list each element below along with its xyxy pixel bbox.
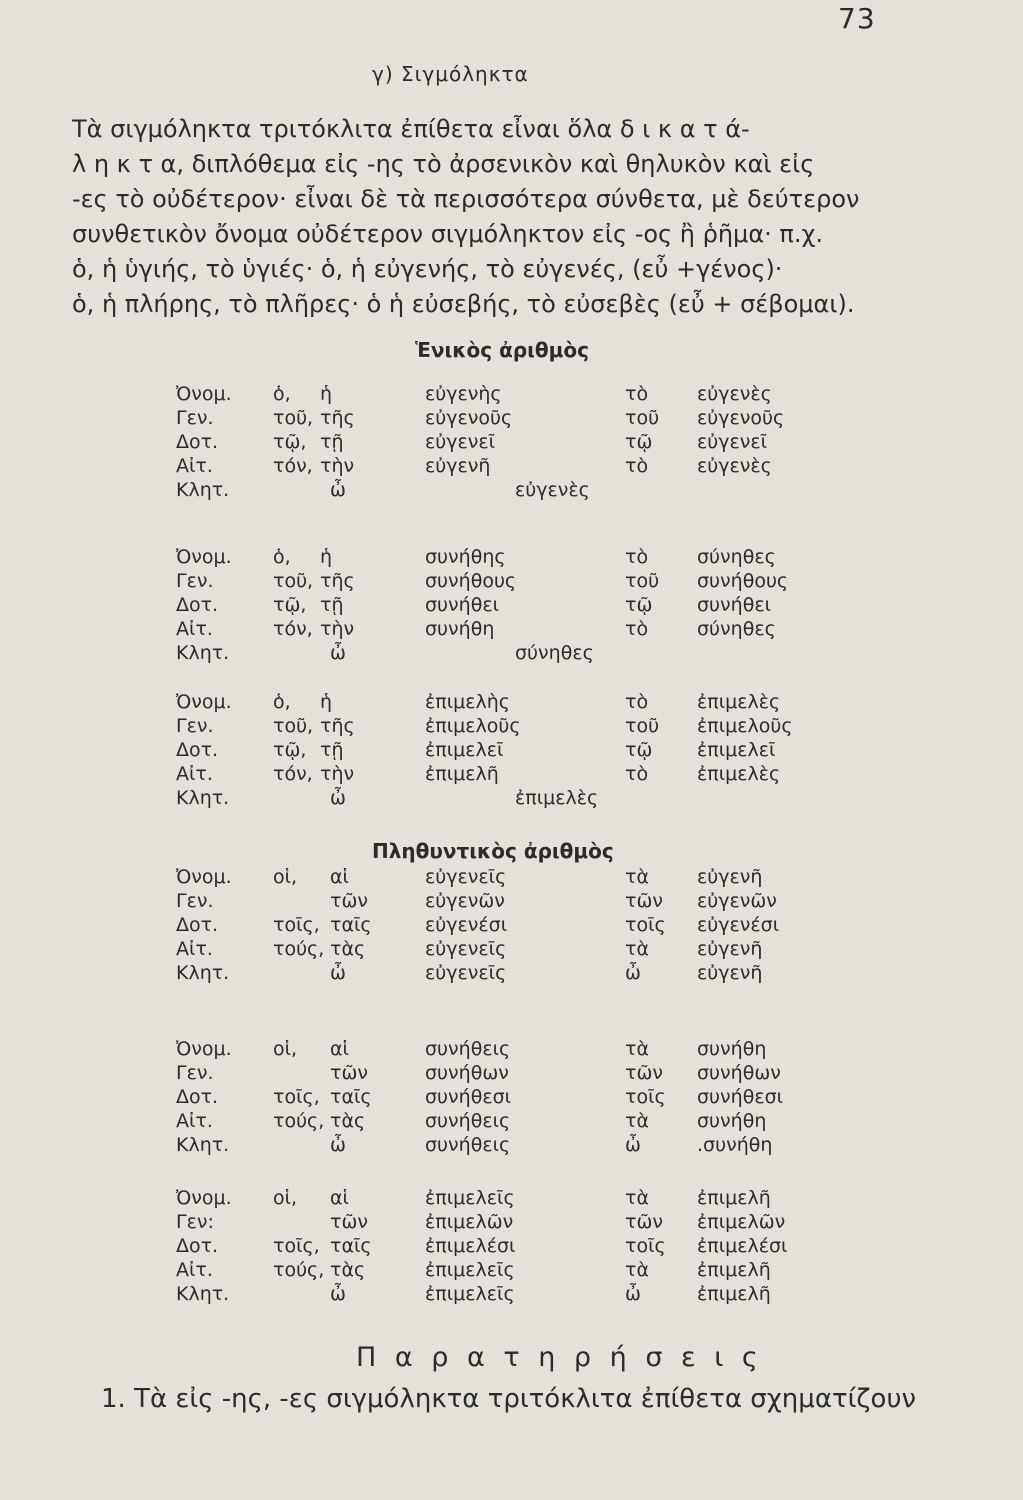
table-row xyxy=(0,1108,1023,1135)
table-row xyxy=(0,568,1023,595)
form-neuter: ἐπιμελεῖ xyxy=(697,739,776,761)
vocative-form: ἐπιμελὲς xyxy=(515,787,599,809)
table-row xyxy=(0,1233,1023,1260)
remark-1: 1. Τὰ εἰς -ης, -ες σιγμόληκτα τριτόκλιτα ἐπίθετα σχηματίζουν xyxy=(101,1384,917,1414)
article-neuter: τοῦ xyxy=(625,715,660,737)
article-masculine: ὁ, xyxy=(273,546,291,568)
article-feminine: τῇ xyxy=(320,739,344,761)
article-neuter: τὸ xyxy=(625,618,649,640)
form-masc-fem: συνήθη xyxy=(425,618,495,640)
form-masc-fem: συνήθης xyxy=(425,546,506,568)
table-row xyxy=(0,737,1023,764)
table-row xyxy=(0,1132,1023,1159)
article-masculine: τοῖς, xyxy=(273,1235,320,1257)
form-neuter: ἐπιμελῆ xyxy=(697,1187,771,1209)
article-feminine: ὦ xyxy=(330,962,346,984)
article-feminine: ἡ xyxy=(320,691,333,713)
article-neuter: τοῦ xyxy=(625,407,660,429)
article-neuter: τῷ xyxy=(625,739,653,761)
form-neuter: ἐπιμελέσι xyxy=(697,1235,788,1257)
remarks-title: Π α ρ α τ η ρ ή σ ε ι ς xyxy=(356,1342,763,1373)
table-row xyxy=(0,381,1023,408)
article-masculine: τοῖς, xyxy=(273,914,320,936)
table-row xyxy=(0,405,1023,432)
vocative-form: εὐγενὲς xyxy=(515,479,590,501)
vocative-article: ὦ xyxy=(330,479,346,501)
table-row xyxy=(0,713,1023,740)
form-masc-fem: εὐγενεῖς xyxy=(425,938,507,960)
case-label: Ὀνομ. xyxy=(176,1187,232,1209)
article-masculine: τοῦ, xyxy=(273,570,314,592)
table-row xyxy=(0,936,1023,963)
article-masculine: τῷ, xyxy=(273,739,307,761)
form-neuter: εὐγενὲς xyxy=(697,455,772,477)
article-masculine: τῷ, xyxy=(273,594,307,616)
form-masc-fem: εὐγενεῖς xyxy=(425,866,507,888)
article-masculine: τῷ, xyxy=(273,431,307,453)
article-masculine: τόν, xyxy=(273,763,313,785)
case-label: Γεν. xyxy=(176,1062,214,1084)
vocative-article: ὦ xyxy=(330,642,346,664)
article-masculine: οἱ, xyxy=(273,1038,298,1060)
article-masculine: τούς, xyxy=(273,1259,325,1281)
article-neuter: τὰ xyxy=(625,1110,649,1132)
form-masc-fem: ἐπιμελοῦς xyxy=(425,715,521,737)
singular-heading: Ἑνικὸς ἀριθμὸς xyxy=(415,338,589,362)
table-row xyxy=(0,544,1023,571)
form-neuter: συνήθων xyxy=(697,1062,781,1084)
table-row xyxy=(0,1257,1023,1284)
form-neuter: συνήθους xyxy=(697,570,789,592)
intro-paragraph xyxy=(72,112,932,322)
article-neuter: τὸ xyxy=(625,763,649,785)
table-row xyxy=(0,453,1023,480)
article-feminine: τὴν xyxy=(320,455,355,477)
case-label: Γεν. xyxy=(176,570,214,592)
table-row xyxy=(0,960,1023,987)
case-label: Δοτ. xyxy=(176,739,219,761)
form-masc-fem: ἐπιμελεῖς xyxy=(425,1187,515,1209)
plural-heading: Πληθυντικὸς ἀριθμὸς xyxy=(372,839,614,863)
form-neuter: συνήθη xyxy=(697,1110,767,1132)
article-neuter: τὸ xyxy=(625,455,649,477)
article-neuter: τὰ xyxy=(625,1259,649,1281)
table-row xyxy=(0,477,1023,504)
article-masculine: οἱ, xyxy=(273,1187,298,1209)
form-masc-fem: συνήθων xyxy=(425,1062,509,1084)
case-label: Αἰτ. xyxy=(176,1110,213,1132)
article-neuter: τῶν xyxy=(625,1062,663,1084)
article-feminine: ὦ xyxy=(330,1134,346,1156)
article-feminine: τῶν xyxy=(330,1211,368,1233)
intro-line: συνθετικὸν ὄνομα οὐδέτερον σιγμόληκτον εἰς -ος ἢ ῥῆμα· π.χ. xyxy=(72,220,823,248)
form-masc-fem: συνήθεις xyxy=(425,1038,511,1060)
article-neuter: τοῖς xyxy=(625,1235,666,1257)
intro-line: Τὰ σιγμόληκτα τριτόκλιτα ἐπίθετα εἶναι ὅλα δ ι κ α τ ά- xyxy=(72,115,750,143)
article-feminine: ἡ xyxy=(320,546,333,568)
article-neuter: τὸ xyxy=(625,383,649,405)
case-label: Δοτ. xyxy=(176,914,219,936)
article-feminine: ὦ xyxy=(330,1283,346,1305)
case-label: Ὀνομ. xyxy=(176,546,232,568)
article-feminine: τὰς xyxy=(330,1259,366,1281)
form-neuter: εὐγενῆ xyxy=(697,962,763,984)
article-feminine: τῆς xyxy=(320,715,355,737)
article-feminine: τῆς xyxy=(320,570,355,592)
form-neuter: εὐγενὲς xyxy=(697,383,772,405)
case-label: Κλητ. xyxy=(176,787,230,809)
article-feminine: τῇ xyxy=(320,594,344,616)
form-neuter: εὐγενέσι xyxy=(697,914,780,936)
form-masc-fem: συνήθεις xyxy=(425,1110,511,1132)
case-label: Κλητ. xyxy=(176,1283,230,1305)
case-label: Αἰτ. xyxy=(176,1259,213,1281)
table-row xyxy=(0,761,1023,788)
form-masc-fem: ἐπιμελῆ xyxy=(425,763,499,785)
form-masc-fem: ἐπιμελεῖ xyxy=(425,739,504,761)
case-label: Αἰτ. xyxy=(176,618,213,640)
case-label: Δοτ. xyxy=(176,1235,219,1257)
article-neuter: ὦ xyxy=(625,1134,641,1156)
article-feminine: τῇ xyxy=(320,431,344,453)
case-label: Κλητ. xyxy=(176,1134,230,1156)
case-label: Γεν. xyxy=(176,715,214,737)
case-label: Ὀνομ. xyxy=(176,866,232,888)
form-masc-fem: εὐγενῶν xyxy=(425,890,505,912)
form-masc-fem: εὐγενεῖ xyxy=(425,431,496,453)
table-row xyxy=(0,689,1023,716)
case-label: Αἰτ. xyxy=(176,763,213,785)
article-feminine: αἱ xyxy=(330,1187,349,1209)
case-label: Αἰτ. xyxy=(176,938,213,960)
intro-line: ὁ, ἡ ὑγιής, τὸ ὑγιές· ὁ, ἡ εὐγενής, τὸ εὐγενές, (εὖ +γένος)· xyxy=(72,255,783,283)
form-neuter: ἐπιμελῆ xyxy=(697,1259,771,1281)
article-neuter: τὰ xyxy=(625,938,649,960)
table-row xyxy=(0,429,1023,456)
case-label: Γεν: xyxy=(176,1211,214,1233)
case-label: Γεν. xyxy=(176,407,214,429)
article-neuter: τῶν xyxy=(625,1211,663,1233)
article-feminine: ταῖς xyxy=(330,1235,372,1257)
form-neuter: σύνηθες xyxy=(697,618,776,640)
article-neuter: τὸ xyxy=(625,691,649,713)
article-feminine: ταῖς xyxy=(330,914,372,936)
article-masculine: τούς, xyxy=(273,1110,325,1132)
form-masc-fem: συνήθεσι xyxy=(425,1086,512,1108)
form-neuter: εὐγενῆ xyxy=(697,938,763,960)
form-masc-fem: ἐπιμελεῖς xyxy=(425,1259,515,1281)
article-feminine: τῶν xyxy=(330,1062,368,1084)
form-masc-fem: ἐπιμελὴς xyxy=(425,691,510,713)
case-label: Αἰτ. xyxy=(176,455,213,477)
form-neuter: εὐγενῆ xyxy=(697,866,763,888)
form-masc-fem: συνήθει xyxy=(425,594,500,616)
case-label: Κλητ. xyxy=(176,962,230,984)
table-row xyxy=(0,640,1023,667)
article-masculine: τοῦ, xyxy=(273,407,314,429)
table-row xyxy=(0,592,1023,619)
form-neuter: συνήθει xyxy=(697,594,772,616)
case-label: Ὀνομ. xyxy=(176,691,232,713)
vocative-article: ὦ xyxy=(330,787,346,809)
table-row xyxy=(0,1084,1023,1111)
article-neuter: τῷ xyxy=(625,431,653,453)
form-neuter: ἐπιμελὲς xyxy=(697,691,781,713)
form-masc-fem: συνήθους xyxy=(425,570,517,592)
intro-line: λ η κ τ α, διπλόθεμα εἰς -ης τὸ ἀρσενικὸν καὶ θηλυκὸν καὶ εἰς xyxy=(72,150,815,178)
article-masculine: τοῦ, xyxy=(273,715,314,737)
table-row xyxy=(0,785,1023,812)
article-feminine: τῆς xyxy=(320,407,355,429)
article-neuter: τοῦ xyxy=(625,570,660,592)
form-neuter: εὐγενοῦς xyxy=(697,407,785,429)
article-neuter: τὸ xyxy=(625,546,649,568)
form-neuter: ἐπιμελοῦς xyxy=(697,715,793,737)
article-masculine: τοῖς, xyxy=(273,1086,320,1108)
article-neuter: τοῖς xyxy=(625,914,666,936)
article-feminine: τὴν xyxy=(320,763,355,785)
article-neuter: ὦ xyxy=(625,1283,641,1305)
form-masc-fem: εὐγενοῦς xyxy=(425,407,513,429)
page-number: 73 xyxy=(838,2,876,35)
table-row xyxy=(0,1209,1023,1236)
article-masculine: τούς, xyxy=(273,938,325,960)
form-neuter: σύνηθες xyxy=(697,546,776,568)
article-neuter: τοῖς xyxy=(625,1086,666,1108)
table-row xyxy=(0,864,1023,891)
article-feminine: αἱ xyxy=(330,1038,349,1060)
intro-line: -ες τὸ οὐδέτερον· εἶναι δὲ τὰ περισσότερα σύνθετα, μὲ δεύτερον xyxy=(72,185,860,213)
article-neuter: τὰ xyxy=(625,1038,649,1060)
form-neuter: συνήθη xyxy=(697,1038,767,1060)
vocative-form: σύνηθες xyxy=(515,642,594,664)
form-masc-fem: ἐπιμελεῖς xyxy=(425,1283,515,1305)
article-masculine: ὁ, xyxy=(273,691,291,713)
article-feminine: τῶν xyxy=(330,890,368,912)
case-label: Δοτ. xyxy=(176,1086,219,1108)
article-neuter: τὰ xyxy=(625,866,649,888)
case-label: Ὀνομ. xyxy=(176,1038,232,1060)
article-neuter: τὰ xyxy=(625,1187,649,1209)
form-neuter: ἐπιμελῆ xyxy=(697,1283,771,1305)
article-masculine: τόν, xyxy=(273,618,313,640)
section-title: γ) Σιγμόληκτα xyxy=(372,62,529,86)
article-neuter: ὦ xyxy=(625,962,641,984)
form-neuter: ἐπιμελὲς xyxy=(697,763,781,785)
table-row xyxy=(0,1185,1023,1212)
article-feminine: αἱ xyxy=(330,866,349,888)
form-masc-fem: συνήθεις xyxy=(425,1134,511,1156)
case-label: Δοτ. xyxy=(176,594,219,616)
form-neuter: συνήθεσι xyxy=(697,1086,784,1108)
table-row xyxy=(0,912,1023,939)
form-masc-fem: ἐπιμελέσι xyxy=(425,1235,516,1257)
article-feminine: τὴν xyxy=(320,618,355,640)
article-feminine: ἡ xyxy=(320,383,333,405)
form-masc-fem: εὐγενῆ xyxy=(425,455,491,477)
article-neuter: τῷ xyxy=(625,594,653,616)
form-neuter: εὐγενῶν xyxy=(697,890,777,912)
article-masculine: ὁ, xyxy=(273,383,291,405)
table-row xyxy=(0,1281,1023,1308)
form-masc-fem: εὐγενέσι xyxy=(425,914,508,936)
article-feminine: τὰς xyxy=(330,1110,366,1132)
form-neuter: ἐπιμελῶν xyxy=(697,1211,786,1233)
table-row xyxy=(0,616,1023,643)
article-feminine: ταῖς xyxy=(330,1086,372,1108)
case-label: Κλητ. xyxy=(176,642,230,664)
case-label: Δοτ. xyxy=(176,431,219,453)
form-masc-fem: ἐπιμελῶν xyxy=(425,1211,514,1233)
article-feminine: τὰς xyxy=(330,938,366,960)
form-neuter: .συνήθη xyxy=(697,1134,773,1156)
form-masc-fem: εὐγενὴς xyxy=(425,383,502,405)
intro-line: ὁ, ἡ πλήρης, τὸ πλῆρες· ὁ ἡ εὐσεβής, τὸ εὐσεβὲς (εὖ + σέβομαι). xyxy=(72,290,855,318)
article-neuter: τῶν xyxy=(625,890,663,912)
table-row xyxy=(0,1060,1023,1087)
form-neuter: εὐγενεῖ xyxy=(697,431,768,453)
article-masculine: τόν, xyxy=(273,455,313,477)
case-label: Γεν. xyxy=(176,890,214,912)
table-row xyxy=(0,888,1023,915)
case-label: Κλητ. xyxy=(176,479,230,501)
form-masc-fem: εὐγενεῖς xyxy=(425,962,507,984)
case-label: Ὀνομ. xyxy=(176,383,232,405)
table-row xyxy=(0,1036,1023,1063)
article-masculine: οἱ, xyxy=(273,866,298,888)
